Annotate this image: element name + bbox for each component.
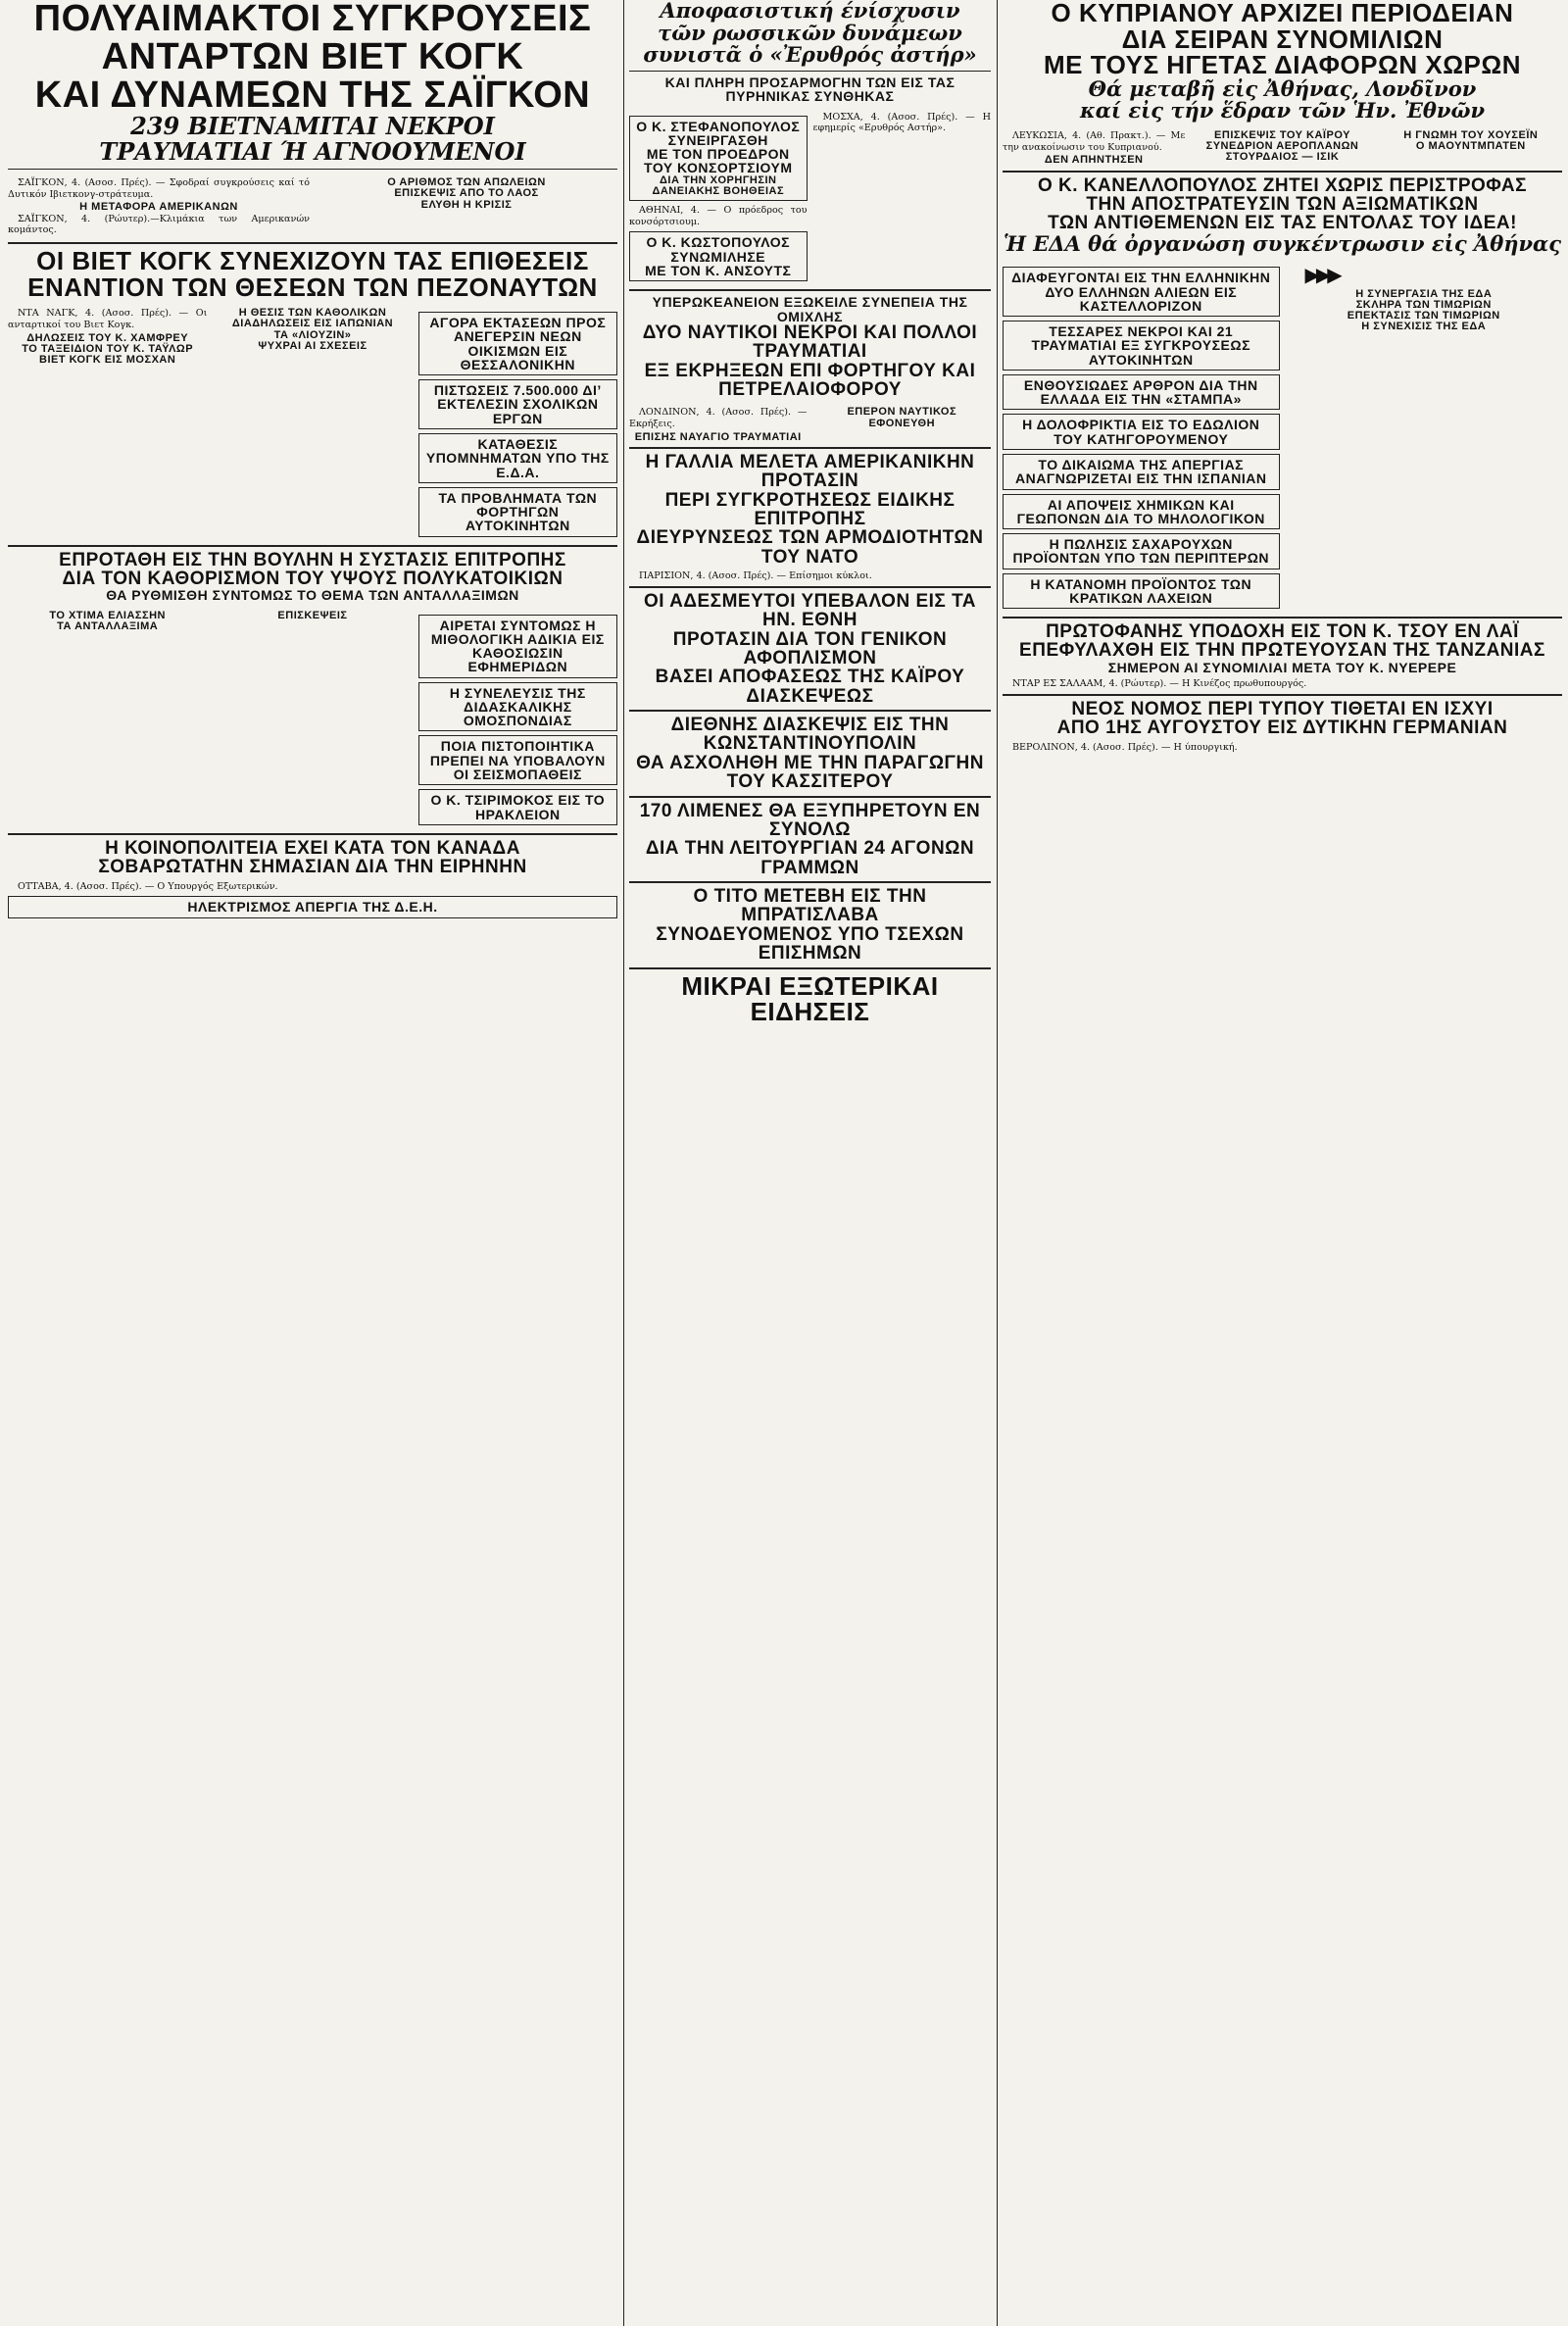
boxed-story: Ο Κ. ΣΤΕΦΑΝΟΠΟΥΛΟΣ ΣΥΝΕΙΡΓΑΣΘΗ ΜΕ ΤΟΝ ΠΡΟΕΔΡΟΝ ΤΟΥ ΚΟΝΣΟΡΤΣΙΟΥΜ ΔΙΑ ΤΗΝ ΧΟΡΗΓΗΣΙΝ ΔΑΝΕΙΑΚΗΣ ΒΟΗΘΕΙΑΣ xyxy=(629,116,808,202)
section-headline: ΜΙΚΡΑΙ ΕΞΩΤΕΡΙΚΑΙ ΕΙΔΗΣΕΙΣ xyxy=(681,970,939,1027)
column-middle: Αποφασιστική ένίσχυσιν τῶν ρωσσικῶν δυνάμεων συνιστᾶ ὁ «Ἐρυθρός ἀστήρ» ΚΑΙ ΠΛΗΡΗ ΠΡΟΣΑΡΜΟΓΗΝ ΤΩΝ ΕΙΣ ΤΑΣ ΠΥΡΗΝΙΚΑΣ ΣΥΝΘΗΚΑΣ Ο Κ. ΣΤΕΦΑΝΟΠΟΥΛΟΣ ΣΥΝΕΙΡΓΑΣΘΗ ΜΕ ΤΟΝ ΠΡΟΕΔΡΟΝ ΤΟΥ ΚΟΝΣΟΡΤΣΙΟΥΜ ΔΙΑ ΤΗΝ ΧΟΡΗΓΗΣΙΝ ΔΑΝΕΙΑΚΗΣ ΒΟΗΘΕΙΑΣ ΑΘΗΝΑΙ, 4. — Ο πρόεδρος του κονσόρτσιουμ. Ο Κ. ΚΩΣΤΟΠΟΥΛΟΣ ΣΥΝΩΜΙΛΗΣΕ ΜΕ ΤΟΝ Κ. ΑΝΣΟΥΤΣ ΜΟΣΧΑ, 4. (Ασοσ. Πρές). — Η εφημερίς «Ερυθρός Αστήρ». ΥΠΕΡΩΚΕΑΝΕΙΟΝ ΕΞΩΚΕΙΛΕ ΣΥΝΕΠΕΙΑ ΤΗΣ ΟΜΙΧΛΗΣ ΔΥΟ ΝΑΥΤΙΚΟΙ ΝΕΚΡΟΙ ΚΑΙ ΠΟΛΛΟΙ ΤΡΑΥΜΑΤΙΑΙ ΕΞ ΕΚΡΗΞΕΩΝ ΕΠΙ ΦΟΡΤΗΓΟΥ ΚΑΙ ΠΕΤΡΕΛΑΙΟΦΟΡΟΥ ΛΟΝΔΙΝΟΝ, 4. (Ασοσ. Πρές). — Εκρήξεις. ΕΠΙΣΗΣ ΝΑΥΑΓΙΟ ΤΡΑΥΜΑΤΙΑΙ ΕΠΕΡΟΝ ΝΑΥΤΙΚΟΣ ΕΦΟΝΕΥΘΗ Η ΓΑΛΛΙΑ ΜΕΛΕΤΑ ΑΜΕΡΙΚΑΝΙΚΗΝ ΠΡΟΤΑΣΙΝ ΠΕΡΙ ΣΥΓΚΡΟΤΗΣΕΩΣ ΕΙΔΙΚΗΣ ΕΠΙΤΡΟΠΗΣ ΔΙΕΥΡΥΝΣΕΩΣ ΤΩΝ ΑΡΜΟΔΙΟΤΗΤΩΝ ΤΟΥ ΝΑΤΟ ΠΑΡΙΣΙΟΝ, 4. (Ασοσ. Πρές). — Επίσημοι κύκλοι. ΟΙ ΑΔΕΣΜΕΥΤΟΙ ΥΠΕΒΑΛΟΝ ΕΙΣ ΤΑ ΗΝ. ΕΘΝΗ ΠΡΟΤΑΣΙΝ ΔΙΑ ΤΟΝ ΓΕΝΙΚΟΝ ΑΦΟΠΛΙΣΜΟΝ ΒΑΣΕΙ ΑΠΟΦΑΣΕΩΣ ΤΗΣ ΚΑΪΡΟΥ ΔΙΑΣΚΕΨΕΩΣ ΔΙΕΘΝΗΣ ΔΙΑΣΚΕΨΙΣ ΕΙΣ ΤΗΝ ΚΩΝΣΤΑΝΤΙΝΟΥΠΟΛΙΝ ΘΑ ΑΣΧΟΛΗΘΗ ΜΕ ΤΗΝ ΠΑΡΑΓΩΓΗΝ ΤΟΥ ΚΑΣΣΙΤΕΡΟΥ 170 ΛΙΜΕΝΕΣ ΘΑ ΕΞΥΠΗΡΕΤΟΥΝ ΕΝ ΣΥΝΟΛΩ ΔΙΑ ΤΗΝ ΛΕΙΤΟΥΡΓΙΑΝ 24 ΑΓΟΝΩΝ ΓΡΑΜΜΩΝ Ο ΤΙΤΟ ΜΕΤΕΒΗ ΕΙΣ ΤΗΝ ΜΠΡΑΤΙΣΛΑΒΑ ΣΥΝΟΔΕΥΟΜΕΝΟΣ ΥΠΟ ΤΣΕΧΩΝ ΕΠΙΣΗΜΩΝ ΜΙΚΡΑΙ ΕΞΩΤΕΡΙΚΑΙ ΕΙΔΗΣΕΙΣ xyxy=(629,0,991,1027)
boxed-headline: ΔΙΑΦΕΥΓΟΝΤΑΙ ΕΙΣ ΤΗΝ ΕΛΛΗΝΙΚΗΝ ΔΥΟ ΕΛΛΗΝΩΝ ΑΛΙΕΩΝ ΕΙΣ ΚΑΣΤΕΛΛΟΡΙΖΟΝ xyxy=(1003,267,1280,317)
article-block xyxy=(8,607,617,829)
boxed-headline: ΠΟΙΑ ΠΙΣΤΟΠΟΙΗΤΙΚΑ ΠΡΕΠΕΙ ΝΑ ΥΠΟΒΑΛΟΥΝ ΟΙ ΣΕΙΣΜΟΠΑΘΕΙΣ xyxy=(418,735,617,785)
kicker: Η ΜΕΤΑΦΟΡΑ ΑΜΕΡΙΚΑΝΩΝ xyxy=(79,201,238,214)
section-headline: Η ΓΑΛΛΙΑ ΜΕΛΕΤΑ ΑΜΕΡΙΚΑΝΙΚΗΝ ΠΡΟΤΑΣΙΝ xyxy=(645,451,975,492)
boxed-headline: Η ΔΟΛΟΦΡΙΚΤΙΑ ΕΙΣ ΤΟ ΕΔΩΛΙΟΝ ΤΟΥ ΚΑΤΗΓΟΡΟΥΜΕΝΟΥ xyxy=(1003,414,1280,450)
column-right: Ο ΚΥΠΡΙΑΝΟΥ ΑΡΧΙΖΕΙ ΠΕΡΙΟΔΕΙΑΝ ΔΙΑ ΣΕΙΡΑΝ ΣΥΝΟΜΙΛΙΩΝ ΜΕ ΤΟΥΣ ΗΓΕΤΑΣ ΔΙΑΦΟΡΩΝ ΧΩΡΩΝ Θά μεταβῆ εἰς Ἀθήνας, Λονδῖνον καί εἰς τήν ἕδραν τῶν Ἡν. Ἐθνῶν ΛΕΥΚΩΣΙΑ, 4. (Αθ. Πρακτ.). — Με την ανακοίνωσιν του Κυπριανού. ΔΕΝ ΑΠΗΝΤΗΣΕΝ ΕΠΙΣΚΕΨΙΣ ΤΟΥ ΚΑΪΡΟΥ ΣΥΝΕΔΡΙΟΝ ΑΕΡΟΠΛΑΝΩΝ ΣΤΟΥΡΔΑΙΟΣ — ΙΣΙΚ Η ΓΝΩΜΗ ΤΟΥ ΧΟΥΣΕΪΝ Ο ΜΑΟΥΝΤΜΠΑΤΕΝ Ο Κ. ΚΑΝΕΛΛΟΠΟΥΛΟΣ ΖΗΤΕΙ ΧΩΡΙΣ ΠΕΡΙΣΤΡΟΦΑΣ ΤΗΝ ΑΠΟΣΤΡΑΤΕΥΣΙΝ ΤΩΝ ΑΞΙΩΜΑΤΙΚΩΝ ΤΩΝ ΑΝΤΙΘΕΜΕΝΩΝ ΕΙΣ ΤΑΣ ΕΝΤΟΛΑΣ ΤΟΥ ΙΔΕΑ! Ἡ ΕΔΑ θά ὀργανώση συγκέντρωσιν εἰς Ἀθήνας ΔΙΑΦΕΥΓΟΝΤΑΙ ΕΙΣ ΤΗΝ ΕΛΛΗΝΙΚΗΝ ΔΥΟ ΕΛΛΗΝΩΝ ΑΛΙΕΩΝ ΕΙΣ ΚΑΣΤΕΛΛΟΡΙΖΟΝ ΤΕΣΣΑΡΕΣ ΝΕΚΡΟΙ ΚΑΙ 21 ΤΡΑΥΜΑΤΙΑΙ ΕΞ ΣΥΓΚΡΟΥΣΕΩΣ ΑΥΤΟΚΙΝΗΤΩΝ ΕΝΘΟΥΣΙΩΔΕΣ ΑΡΘΡΟΝ ΔΙΑ ΤΗΝ ΕΛΛΑΔΑ ΕΙΣ ΤΗΝ «ΣΤΑΜΠΑ» Η ΔΟΛΟΦΡΙΚΤΙΑ ΕΙΣ ΤΟ ΕΔΩΛΙΟΝ ΤΟΥ ΚΑΤΗΓΟΡΟΥΜΕΝΟΥ ΤΟ ΔΙΚΑΙΩΜΑ ΤΗΣ ΑΠΕΡΓΙΑΣ ΑΝΑΓΝΩΡΙΖΕΤΑΙ ΕΙΣ ΤΗΝ ΙΣΠΑΝΙΑΝ ΑΙ ΑΠΟΨΕΙΣ ΧΗΜΙΚΩΝ ΚΑΙ ΓΕΩΠΟΝΩΝ ΔΙΑ ΤΟ ΜΗΛΟΛΟΓΙΚΟΝ Η ΠΩΛΗΣΙΣ ΣΑΧΑΡΟΥΧΩΝ ΠΡΟΪΟΝΤΩΝ ΥΠΟ ΤΩΝ ΠΕΡΙΠΤΕΡΩΝ Η ΚΑΤΑΝΟΜΗ ΠΡΟΪΟΝΤΟΣ ΤΩΝ ΚΡΑΤΙΚΩΝ ΛΑΧΕΙΩΝ ▶▶▶ Η ΣΥΝΕΡΓΑΣΙΑ ΤΗΣ ΕΔΑ ΣΚΛΗΡΑ ΤΩΝ ΤΙΜΩΡΙΩΝ ΕΠΕΚΤΑΣΙΣ ΤΩΝ ΤΙΜΩΡΙΩΝ Η ΣΥΝΕΧΙΣΙΣ ΤΗΣ ΕΔΑ ΠΡΩΤΟΦΑΝΗΣ ΥΠΟΔΟΧΗ ΕΙΣ ΤΟΝ Κ. ΤΣΟΥ ΕΝ ΛΑΪ ΕΠΕΦΥΛΑΧΘΗ ΕΙΣ ΤΗΝ ΠΡΩΤΕΥΟΥΣΑΝ ΤΗΣ ΤΑΝΖΑΝΙΑΣ ΣΗΜΕΡΟΝ ΑΙ ΣΥΝΟΜΙΛΙΑΙ ΜΕΤΑ ΤΟΥ Κ. ΝΥΕΡΕΡΕ ΝΤΑΡ ΕΣ ΣΑΛΑΑΜ, 4. (Ρώυτερ). — Η Κινέζος πρωθυπουργός. ΝΕΟΣ ΝΟΜΟΣ ΠΕΡΙ ΤΥΠΟΥ ΤΙΘΕΤΑΙ ΕΝ ΙΣΧΥΙ ΑΠΟ 1ΗΣ ΑΥΓΟΥΣΤΟΥ ΕΙΣ ΔΥΤΙΚΗΝ ΓΕΡΜΑΝΙΑΝ ΒΕΡΟΛΙΝΟΝ, 4. (Ασοσ. Πρές). — Η ύπουργική. xyxy=(1003,0,1562,753)
kicker: ΣΚΛΗΡΑ ΤΩΝ ΤΙΜΩΡΙΩΝ xyxy=(1355,298,1492,311)
boxed-headline: ΠΙΣΤΩΣΕΙΣ 7.500.000 ΔΙ’ ΕΚΤΕΛΕΣΙΝ ΣΧΟΛΙΚΩΝ ΕΡΓΩΝ xyxy=(418,379,617,429)
section-headline: ΔΙΑ ΤΗΝ ΛΕΙΤΟΥΡΓΙΑΝ 24 ΑΓΟΝΩΝ ΓΡΑΜΜΩΝ xyxy=(645,838,975,878)
main-subheadline: 239 ΒΙΕΤΝΑΜΙΤΑΙ ΝΕΚΡΟΙ xyxy=(130,112,495,141)
article-block: ΛΟΝΔΙΝΟΝ, 4. (Ασοσ. Πρές). — Εκρήξεις. ΕΠΙΣΗΣ ΝΑΥΑΓΙΟ ΤΡΑΥΜΑΤΙΑΙ ΕΠΕΡΟΝ ΝΑΥΤΙΚΟΣ ΕΦΟΝΕΥΘΗ xyxy=(629,403,991,443)
kicker: ΕΠΙΣΚΕΨΙΣ ΤΟΥ ΚΑΪΡΟΥ xyxy=(1214,128,1350,141)
kicker: ΨΥΧΡΑΙ ΑΙ ΣΧΕΣΕΙΣ xyxy=(258,339,368,352)
section-headline: ΕΞ ΕΚΡΗΞΕΩΝ ΕΠΙ ΦΟΡΤΗΓΟΥ ΚΑΙ ΠΕΤΡΕΛΑΙΟΦΟΡΟΥ xyxy=(644,360,976,400)
section-headline: ΤΩΝ ΑΝΤΙΘΕΜΕΝΩΝ ΕΙΣ ΤΑΣ ΕΝΤΟΛΑΣ ΤΟΥ ΙΔΕΑ! xyxy=(1048,213,1517,234)
section-headline: ΟΙ ΑΔΕΣΜΕΥΤΟΙ ΥΠΕΒΑΛΟΝ ΕΙΣ ΤΑ ΗΝ. ΕΘΝΗ xyxy=(643,590,976,631)
column-divider xyxy=(623,0,624,2326)
section-headline: ΥΠΕΡΩΚΕΑΝΕΙΟΝ ΕΞΩΚΕΙΛΕ ΣΥΝΕΠΕΙΑ ΤΗΣ ΟΜΙΧΛΗΣ xyxy=(652,294,968,324)
kicker: ΔΕΝ ΑΠΗΝΤΗΣΕΝ xyxy=(1044,154,1144,167)
main-headline-line: ΜΕ ΤΟΥΣ ΗΓΕΤΑΣ ΔΙΑΦΟΡΩΝ ΧΩΡΩΝ xyxy=(1043,50,1522,80)
article-block: Ο Κ. ΣΤΕΦΑΝΟΠΟΥΛΟΣ ΣΥΝΕΙΡΓΑΣΘΗ ΜΕ ΤΟΝ ΠΡΟΕΔΡΟΝ ΤΟΥ ΚΟΝΣΟΡΤΣΙΟΥΜ ΔΙΑ ΤΗΝ ΧΟΡΗΓΗΣΙΝ ΔΑΝΕΙΑΚΗΣ ΒΟΗΘΕΙΑΣ ΑΘΗΝΑΙ, 4. — Ο πρόεδρος του κονσόρτσιουμ. Ο Κ. ΚΩΣΤΟΠΟΥΛΟΣ ΣΥΝΩΜΙΛΗΣΕ ΜΕ ΤΟΝ Κ. ΑΝΣΟΥΤΣ ΜΟΣΧΑ, 4. (Ασοσ. Πρές). — Η εφημερίς «Ερυθρός Αστήρ». xyxy=(629,108,991,286)
kicker: ΔΗΛΩΣΕΙΣ ΤΟΥ Κ. ΧΑΜΦΡΕΥ xyxy=(26,331,189,344)
section-subheadline: ΘΑ ΡΥΘΜΙΣΘΗ ΣΥΝΤΟΜΩΣ ΤΟ ΘΕΜΑ ΤΩΝ ΑΝΤΑΛΛΑΞΙΜΩΝ xyxy=(106,587,519,604)
boxed-headline: ΗΛΕΚΤΡΙΣΜΟΣ ΑΠΕΡΓΙΑ ΤΗΣ Δ.Ε.Η. xyxy=(8,896,617,917)
kicker: ΤΟ ΤΑΞΕΙΔΙΟΝ ΤΟΥ Κ. ΤΑΫΛΩΡ xyxy=(22,342,194,355)
section-headline: ΤΗΝ ΑΠΟΣΤΡΑΤΕΥΣΙΝ ΤΩΝ ΑΞΙΩΜΑΤΙΚΩΝ xyxy=(1086,193,1479,215)
italic-subheadline: Ἡ ΕΔΑ θά ὀργανώση συγκέντρωσιν εἰς Ἀθήνας xyxy=(1003,230,1562,256)
boxed-headline: ΑΙ ΑΠΟΨΕΙΣ ΧΗΜΙΚΩΝ ΚΑΙ ΓΕΩΠΟΝΩΝ ΔΙΑ ΤΟ ΜΗΛΟΛΟΓΙΚΟΝ xyxy=(1003,494,1280,530)
italic-headline: Αποφασιστική ένίσχυσιν xyxy=(660,0,960,23)
boxed-headline: Η ΠΩΛΗΣΙΣ ΣΑΧΑΡΟΥΧΩΝ ΠΡΟΪΟΝΤΩΝ ΥΠΟ ΤΩΝ ΠΕΡΙΠΤΕΡΩΝ xyxy=(1003,533,1280,569)
section-headline: ΠΕΡΙ ΣΥΓΚΡΟΤΗΣΕΩΣ ΕΙΔΙΚΗΣ ΕΠΙΤΡΟΠΗΣ xyxy=(664,489,956,530)
boxed-headline: ΑΓΟΡΑ ΕΚΤΑΣΕΩΝ ΠΡΟΣ ΑΝΕΓΕΡΣΙΝ ΝΕΩΝ ΟΙΚΙΣΜΩΝ ΕΙΣ ΘΕΣΣΑΛΟΝΙΚΗΝ xyxy=(418,312,617,375)
boxed-headline: Η ΣΥΝΕΛΕΥΣΙΣ ΤΗΣ ΔΙΔΑΣΚΑΛΙΚΗΣ ΟΜΟΣΠΟΝΔΙΑΣ xyxy=(418,682,617,732)
column-divider xyxy=(997,0,998,2326)
boxed-headline: ΑΙΡΕΤΑΙ ΣΥΝΤΟΜΩΣ Η ΜΙΘΟΛΟΓΙΚΗ ΑΔΙΚΙΑ ΕΙΣ ΚΑΘΟΣΙΩΣΙΝ ΕΦΗΜΕΡΙΔΩΝ xyxy=(418,615,617,678)
article-block: ΝΤΑ ΝΑΓΚ, 4. (Ασοσ. Πρές). — Οι ανταρτικοί του Βιετ Κογκ. ΔΗΛΩΣΕΙΣ ΤΟΥ Κ. ΧΑΜΦΡΕΥ ΤΟ ΤΑΞΕΙΔΙΟΝ ΤΟΥ Κ. ΤΑΫΛΩΡ ΒΙΕΤ ΚΟΓΚ ΕΙΣ ΜΟΣΧΑΝ Η ΘΕΣΙΣ ΤΩΝ ΚΑΘΟΛΙΚΩΝ ΔΙΑΔΗΛΩΣΕΙΣ ΕΙΣ ΙΑΠΩΝΙΑΝ ΤΑ «ΛΙΟΥΖΙΝ» ΨΥΧΡΑΙ ΑΙ ΣΧΕΣΕΙΣ ΑΓΟΡΑ ΕΚΤΑΣΕΩΝ ΠΡΟΣ ΑΝΕΓΕΡΣΙΝ ΝΕΩΝ ΟΙΚΙΣΜΩΝ ΕΙΣ ΘΕΣΣΑΛΟΝΙΚΗΝ ΠΙΣΤΩΣΕΙΣ 7.500.000 ΔΙ’ ΕΚΤΕΛΕΣΙΝ ΣΧΟΛΙΚΩΝ ΕΡΓΩΝ ΚΑΤΑΘΕΣΙΣ ΥΠΟΜΝΗΜΑΤΩΝ ΥΠΟ ΤΗΣ Ε.Δ.Α. ΤΑ ΠΡΟΒΛΗΜΑΤΑ ΤΩΝ ΦΟΡΤΗΓΩΝ ΑΥΤΟΚΙΝΗΤΩΝ xyxy=(8,304,617,540)
kicker: ΣΤΟΥΡΔΑΙΟΣ — ΙΣΙΚ xyxy=(1225,151,1340,164)
kicker: Η ΣΥΝΕΧΙΣΙΣ ΤΗΣ ΕΔΑ xyxy=(1361,321,1487,333)
boxed-story: Ο Κ. ΚΩΣΤΟΠΟΥΛΟΣ ΣΥΝΩΜΙΛΗΣΕ ΜΕ ΤΟΝ Κ. ΑΝΣΟΥΤΣ xyxy=(629,231,808,281)
main-headline-line: ΠΟΛΥΑΙΜΑΚΤΟΙ ΣΥΓΚΡΟΥΣΕΙΣ xyxy=(33,0,592,39)
section-headline: ΒΑΣΕΙ ΑΠΟΦΑΣΕΩΣ ΤΗΣ ΚΑΪΡΟΥ ΔΙΑΣΚΕΨΕΩΣ xyxy=(655,667,965,707)
italic-subheadline: Θά μεταβῆ εἰς Ἀθήνας, Λονδῖνον xyxy=(1088,75,1477,101)
section-headline: ΠΡΩΤΟΦΑΝΗΣ ΥΠΟΔΟΧΗ ΕΙΣ ΤΟΝ Κ. ΤΣΟΥ ΕΝ ΛΑΪ xyxy=(1046,621,1519,643)
kicker: Η ΣΥΝΕΡΓΑΣΙΑ ΤΗΣ ΕΔΑ xyxy=(1355,287,1493,300)
kicker: Η ΓΝΩΜΗ ΤΟΥ ΧΟΥΣΕΪΝ xyxy=(1403,128,1539,141)
boxed-headline: Ο Κ. ΤΣΙΡΙΜΟΚΟΣ ΕΙΣ ΤΟ ΗΡΑΚΛΕΙΟΝ xyxy=(418,789,617,825)
kicker: ΤΟ ΧΤΙΜΑ ΕΛΙΑΣΣΗΝ xyxy=(49,609,166,621)
section-headline: ΕΠΡΟΤΑΘΗ ΕΙΣ ΤΗΝ ΒΟΥΛΗΝ Η ΣΥΣΤΑΣΙΣ ΕΠΙΤΡΟΠΗΣ xyxy=(59,549,566,570)
section-headline: ΕΝΑΝΤΙΟΝ ΤΩΝ ΘΕΣΕΩΝ ΤΩΝ ΠΕΖΟΝΑΥΤΩΝ xyxy=(27,272,598,302)
kicker: ΕΠΙΣΚΕΨΙΣ ΑΠΟ ΤΟ ΛΑΟΣ xyxy=(394,187,539,200)
kicker: Ο ΑΡΙΘΜΟΣ ΤΩΝ ΑΠΩΛΕΙΩΝ xyxy=(387,176,546,189)
boxed-headline: Η ΚΑΤΑΝΟΜΗ ΠΡΟΪΟΝΤΟΣ ΤΩΝ ΚΡΑΤΙΚΩΝ ΛΑΧΕΙΩΝ xyxy=(1003,573,1280,610)
boxed-headline: ΤΑ ΠΡΟΒΛΗΜΑΤΑ ΤΩΝ ΦΟΡΤΗΓΩΝ ΑΥΤΟΚΙΝΗΤΩΝ xyxy=(418,487,617,537)
section-headline: Η ΚΟΙΝΟΠΟΛΙΤΕΙΑ ΕΧΕΙ ΚΑΤΑ ΤΟΝ ΚΑΝΑΔΑ xyxy=(105,837,520,859)
main-subheadline: ΤΡΑΥΜΑΤΙΑΙ Ή ΑΓΝΟΟΥΜΕΝΟΙ xyxy=(99,137,526,167)
kicker: ΒΙΕΤ ΚΟΓΚ ΕΙΣ ΜΟΣΧΑΝ xyxy=(39,353,176,366)
kicker: ΕΠΙΣΚΕΨΕΙΣ xyxy=(277,609,348,621)
section-headline: Ο ΤΙΤΟ ΜΕΤΕΒΗ ΕΙΣ ΤΗΝ ΜΠΡΑΤΙΣΛΑΒΑ xyxy=(693,886,927,926)
kicker: ΕΠΕΡΟΝ ΝΑΥΤΙΚΟΣ ΕΦΟΝΕΥΘΗ xyxy=(847,406,957,429)
section-headline: ΔΙΑ ΤΟΝ ΚΑΘΟΡΙΣΜΟΝ ΤΟΥ ΥΨΟΥΣ ΠΟΛΥΚΑΤΟΙΚΙΩΝ xyxy=(62,568,564,589)
main-headline-line: ΚΑΙ ΔΥΝΑΜΕΩΝ ΤΗΣ ΣΑΪΓΚΟΝ xyxy=(34,74,591,116)
boxed-headline: ΤΕΣΣΑΡΕΣ ΝΕΚΡΟΙ ΚΑΙ 21 ΤΡΑΥΜΑΤΙΑΙ ΕΞ ΣΥΓΚΡΟΥΣΕΩΣ ΑΥΤΟΚΙΝΗΤΩΝ xyxy=(1003,321,1280,371)
subheadline: ΚΑΙ ΠΛΗΡΗ ΠΡΟΣΑΡΜΟΓΗΝ ΤΩΝ ΕΙΣ ΤΑΣ ΠΥΡΗΝΙΚΑΣ ΣΥΝΘΗΚΑΣ xyxy=(664,74,956,105)
article-block: ΛΕΥΚΩΣΙΑ, 4. (Αθ. Πρακτ.). — Με την ανακοίνωσιν του Κυπριανού. ΔΕΝ ΑΠΗΝΤΗΣΕΝ ΕΠΙΣΚΕΨΙΣ ΤΟΥ ΚΑΪΡΟΥ ΣΥΝΕΔΡΙΟΝ ΑΕΡΟΠΛΑΝΩΝ ΣΤΟΥΡΔΑΙΟΣ — ΙΣΙΚ Η ΓΝΩΜΗ ΤΟΥ ΧΟΥΣΕΪΝ Ο ΜΑΟΥΝΤΜΠΑΤΕΝ xyxy=(1003,126,1562,167)
kicker: Η ΘΕΣΙΣ ΤΩΝ ΚΑΘΟΛΙΚΩΝ xyxy=(238,307,387,320)
main-headline-line: ΑΝΤΑΡΤΩΝ ΒΙΕΤ ΚΟΓΚ xyxy=(101,35,524,77)
boxed-headline: ΤΟ ΔΙΚΑΙΩΜΑ ΤΗΣ ΑΠΕΡΓΙΑΣ ΑΝΑΓΝΩΡΙΖΕΤΑΙ ΕΙΣ ΤΗΝ ΙΣΠΑΝΙΑΝ xyxy=(1003,454,1280,490)
section-headline: ΟΙ ΒΙΕΤ ΚΟΓΚ ΣΥΝΕΧΙΖΟΥΝ ΤΑΣ ΕΠΙΘΕΣΕΙΣ xyxy=(36,246,589,276)
column-left: ΠΟΛΥΑΙΜΑΚΤΟΙ ΣΥΓΚΡΟΥΣΕΙΣ ΑΝΤΑΡΤΩΝ ΒΙΕΤ ΚΟΓΚ ΚΑΙ ΔΥΝΑΜΕΩΝ ΤΗΣ ΣΑΪΓΚΟΝ 239 ΒΙΕΤΝΑΜΙΤΑΙ ΝΕΚΡΟΙ ΤΡΑΥΜΑΤΙΑΙ Ή ΑΓΝΟΟΥΜΕΝΟΙ ΣΑΪΓΚΟΝ, 4. (Ασοσ. Πρές). — Σφοδραί συγκρούσεις καί τό Δυτικόν Ιβιετκονγ-στράτευμα. Η ΜΕΤΑΦΟΡΑ ΑΜΕΡΙΚΑΝΩΝ ΣΑΪΓΚΟΝ, 4. (Ρώυτερ).—Κλιμάκια των Αμερικανών κομάντος. Ο ΑΡΙΘΜΟΣ ΤΩΝ ΑΠΩΛΕΙΩΝ ΕΠΙΣΚΕΨΙΣ ΑΠΟ ΤΟ ΛΑΟΣ ΕΛΥΘΗ Η ΚΡΙΣΙΣ ΟΙ ΒΙΕΤ ΚΟΓΚ ΣΥΝΕΧΙΖΟΥΝ ΤΑΣ ΕΠΙΘΕΣΕΙΣ ΕΝΑΝΤΙΟΝ ΤΩΝ ΘΕΣΕΩΝ ΤΩΝ ΠΕΖΟΝΑΥΤΩΝ ΝΤΑ ΝΑΓΚ, 4. (Ασοσ. Πρές). — Οι ανταρτικοί του Βιετ Κογκ. ΔΗΛΩΣΕΙΣ ΤΟΥ Κ. ΧΑΜΦΡΕΥ ΤΟ ΤΑΞΕΙΔΙΟΝ ΤΟΥ Κ. ΤΑΫΛΩΡ ΒΙΕΤ ΚΟΓΚ ΕΙΣ ΜΟΣΧΑΝ Η ΘΕΣΙΣ ΤΩΝ ΚΑΘΟΛΙΚΩΝ ΔΙΑΔΗΛΩΣΕΙΣ ΕΙΣ ΙΑΠΩΝΙΑΝ ΤΑ «ΛΙΟΥΖΙΝ» ΨΥΧΡΑΙ ΑΙ ΣΧΕΣΕΙΣ ΑΓΟΡΑ ΕΚΤΑΣΕΩΝ ΠΡΟΣ ΑΝΕΓΕΡΣΙΝ ΝΕΩΝ ΟΙΚΙΣΜΩΝ ΕΙΣ ΘΕΣΣΑΛΟΝΙΚΗΝ ΠΙΣΤΩΣΕΙΣ 7.500.000 ΔΙ’ ΕΚΤΕΛΕΣΙΝ ΣΧΟΛΙΚΩΝ ΕΡΓΩΝ ΚΑΤΑΘΕΣΙΣ ΥΠΟΜΝΗΜΑΤΩΝ ΥΠΟ ΤΗΣ Ε.Δ.Α. ΤΑ ΠΡΟΒΛΗΜΑΤΑ ΤΩΝ ΦΟΡΤΗΓΩΝ ΑΥΤΟΚΙΝΗΤΩΝ ΕΠΡΟΤΑΘΗ ΕΙΣ ΤΗΝ ΒΟΥΛΗΝ Η ΣΥΣΤΑΣΙΣ ΕΠΙΤΡΟΠΗΣ ΔΙΑ ΤΟΝ ΚΑΘΟΡΙΣΜΟΝ ΤΟΥ ΥΨΟΥΣ ΠΟΛΥΚΑΤΟΙΚΙΩΝ ΘΑ ΡΥΘΜΙΣΘΗ ΣΥΝΤΟΜΩΣ ΤΟ ΘΕΜΑ ΤΩΝ ΑΝΤΑΛΛΑΞΙΜΩΝ ΤΟ ΧΤΙΜΑ ΕΛΙΑΣΣΗΝ ΤΑ ΑΝΤΑΛΛΑΞΙΜΑ ΕΠΙΣΚΕΨΕΙΣ ΑΙΡΕΤΑΙ ΣΥΝΤΟΜΩΣ Η ΜΙΘΟΛΟΓΙΚΗ ΑΔΙΚΙΑ ΕΙΣ ΚΑΘΟΣΙΩΣΙΝ ΕΦΗΜΕΡΙΔΩΝ Η ΣΥΝΕΛΕΥΣΙΣ ΤΗΣ ΔΙΔΑΣΚΑΛΙΚΗΣ ΟΜΟΣΠΟΝΔΙΑΣ ΠΟΙΑ ΠΙΣΤΟΠΟΙΗΤΙΚΑ ΠΡΕΠΕΙ ΝΑ ΥΠΟΒΑΛΟΥΝ ΟΙ ΣΕΙΣΜΟΠΑΘΕΙΣ Ο Κ. ΤΣΙΡΙΜΟΚΟΣ ΕΙΣ ΤΟ ΗΡΑΚΛΕΙΟΝ Η ΚΟΙΝΟΠΟΛΙΤΕΙΑ ΕΧΕΙ ΚΑΤΑ ΤΟΝ ΚΑΝΑΔΑ ΣΟΒΑΡΩΤΑΤΗΝ ΣΗΜΑΣΙΑΝ ΔΙΑ ΤΗΝ ΕΙΡΗΝΗΝ ΟΤΤΑΒΑ, 4. (Ασοσ. Πρές). — Ο Υπουργός Εξωτερικών. ΗΛΕΚΤΡΙΣΜΟΣ ΑΠΕΡΓΙΑ ΤΗΣ Δ.Ε.Η. xyxy=(8,0,617,2326)
section-headline: ΑΠΟ 1ΗΣ ΑΥΓΟΥΣΤΟΥ ΕΙΣ ΔΥΤΙΚΗΝ ΓΕΡΜΑΝΙΑΝ xyxy=(1056,718,1508,739)
triangle-right-icon: ▶▶▶ xyxy=(1304,263,1339,287)
section-subheadline: ΣΗΜΕΡΟΝ ΑΙ ΣΥΝΟΜΙΛΙΑΙ ΜΕΤΑ ΤΟΥ Κ. ΝΥΕΡΕΡΕ xyxy=(1107,659,1457,675)
section-headline: ΔΙΕΥΡΥΝΣΕΩΣ ΤΩΝ ΑΡΜΟΔΙΟΤΗΤΩΝ ΤΟΥ ΝΑΤΟ xyxy=(636,527,984,568)
section-headline: ΔΙΕΘΝΗΣ ΔΙΑΣΚΕΨΙΣ ΕΙΣ ΤΗΝ ΚΩΝΣΤΑΝΤΙΝΟΥΠΟΛΙΝ xyxy=(670,715,950,755)
kicker: ΕΠΙΣΗΣ ΝΑΥΑΓΙΟ ΤΡΑΥΜΑΤΙΑΙ xyxy=(634,430,802,443)
section-headline: ΘΑ ΑΣΧΟΛΗΘΗ ΜΕ ΤΗΝ ΠΑΡΑΓΩΓΗΝ ΤΟΥ ΚΑΣΣΙΤΕΡΟΥ xyxy=(636,752,984,793)
main-headline-line: Ο ΚΥΠΡΙΑΝΟΥ ΑΡΧΙΖΕΙ ΠΕΡΙΟΔΕΙΑΝ xyxy=(1051,0,1514,27)
section-headline: 170 ΛΙΜΕΝΕΣ ΘΑ ΕΞΥΠΗΡΕΤΟΥΝ ΕΝ ΣΥΝΟΛΩ xyxy=(639,800,981,840)
section-headline: ΠΡΟΤΑΣΙΝ ΔΙΑ ΤΟΝ ΓΕΝΙΚΟΝ ΑΦΟΠΛΙΣΜΟΝ xyxy=(672,628,948,668)
kicker: ΣΥΝΕΔΡΙΟΝ ΑΕΡΟΠΛΑΝΩΝ xyxy=(1205,140,1359,153)
boxed-headline: ΕΝΘΟΥΣΙΩΔΕΣ ΑΡΘΡΟΝ ΔΙΑ ΤΗΝ ΕΛΛΑΔΑ ΕΙΣ ΤΗΝ «ΣΤΑΜΠΑ» xyxy=(1003,374,1280,411)
section-headline: Ο Κ. ΚΑΝΕΛΛΟΠΟΥΛΟΣ ΖΗΤΕΙ ΧΩΡΙΣ ΠΕΡΙΣΤΡΟΦΑΣ xyxy=(1037,174,1528,196)
kicker: ΤΑ «ΛΙΟΥΖΙΝ» xyxy=(273,328,352,341)
kicker: Ο ΜΑΟΥΝΤΜΠΑΤΕΝ xyxy=(1415,140,1526,153)
main-headline-line: ΔΙΑ ΣΕΙΡΑΝ ΣΥΝΟΜΙΛΙΩΝ xyxy=(1121,24,1444,54)
article-body: ΣΑΪΓΚΟΝ, 4. (Ασοσ. Πρές). — Σφοδραί συγκρούσεις καί τό Δυτικόν Ιβιετκονγ-στράτευμα. Η ΜΕΤΑΦΟΡΑ ΑΜΕΡΙΚΑΝΩΝ ΣΑΪΓΚΟΝ, 4. (Ρώυτερ).—Κλιμάκια των Αμερικανών κομάντος. xyxy=(8,177,310,236)
kicker: ΤΑ ΑΝΤΑΛΛΑΞΙΜΑ xyxy=(57,619,159,632)
article-body xyxy=(316,177,617,238)
section-headline: ΝΕΟΣ ΝΟΜΟΣ ΠΕΡΙ ΤΥΠΟΥ ΤΙΘΕΤΑΙ ΕΝ ΙΣΧΥΙ xyxy=(1071,698,1494,719)
kicker: ΕΠΕΚΤΑΣΙΣ ΤΩΝ ΤΙΜΩΡΙΩΝ xyxy=(1347,310,1500,322)
italic-subheadline: καί εἰς τήν ἕδραν τῶν Ἡν. Ἐθνῶν xyxy=(1079,98,1486,124)
section-headline: ΕΠΕΦΥΛΑΧΘΗ ΕΙΣ ΤΗΝ ΠΡΩΤΕΥΟΥΣΑΝ ΤΗΣ ΤΑΝΖΑΝΙΑΣ xyxy=(1019,640,1545,662)
article-block xyxy=(8,173,617,238)
italic-headline: συνιστᾶ ὁ «Ἐρυθρός ἀστήρ» xyxy=(643,42,977,68)
kicker: ΕΛΥΘΗ Η ΚΡΙΣΙΣ xyxy=(420,198,513,211)
article-block xyxy=(1003,259,1562,613)
italic-headline: τῶν ρωσσικῶν δυνάμεων xyxy=(658,20,962,45)
section-headline: ΔΥΟ ΝΑΥΤΙΚΟΙ ΝΕΚΡΟΙ ΚΑΙ ΠΟΛΛΟΙ ΤΡΑΥΜΑΤΙΑΙ xyxy=(642,322,978,363)
section-headline: ΣΟΒΑΡΩΤΑΤΗΝ ΣΗΜΑΣΙΑΝ ΔΙΑ ΤΗΝ ΕΙΡΗΝΗΝ xyxy=(98,857,527,878)
section-headline: ΣΥΝΟΔΕΥΟΜΕΝΟΣ ΥΠΟ ΤΣΕΧΩΝ ΕΠΙΣΗΜΩΝ xyxy=(656,923,964,965)
kicker: ΔΙΑΔΗΛΩΣΕΙΣ ΕΙΣ ΙΑΠΩΝΙΑΝ xyxy=(231,318,394,330)
boxed-headline: ΚΑΤΑΘΕΣΙΣ ΥΠΟΜΝΗΜΑΤΩΝ ΥΠΟ ΤΗΣ Ε.Δ.Α. xyxy=(418,433,617,483)
